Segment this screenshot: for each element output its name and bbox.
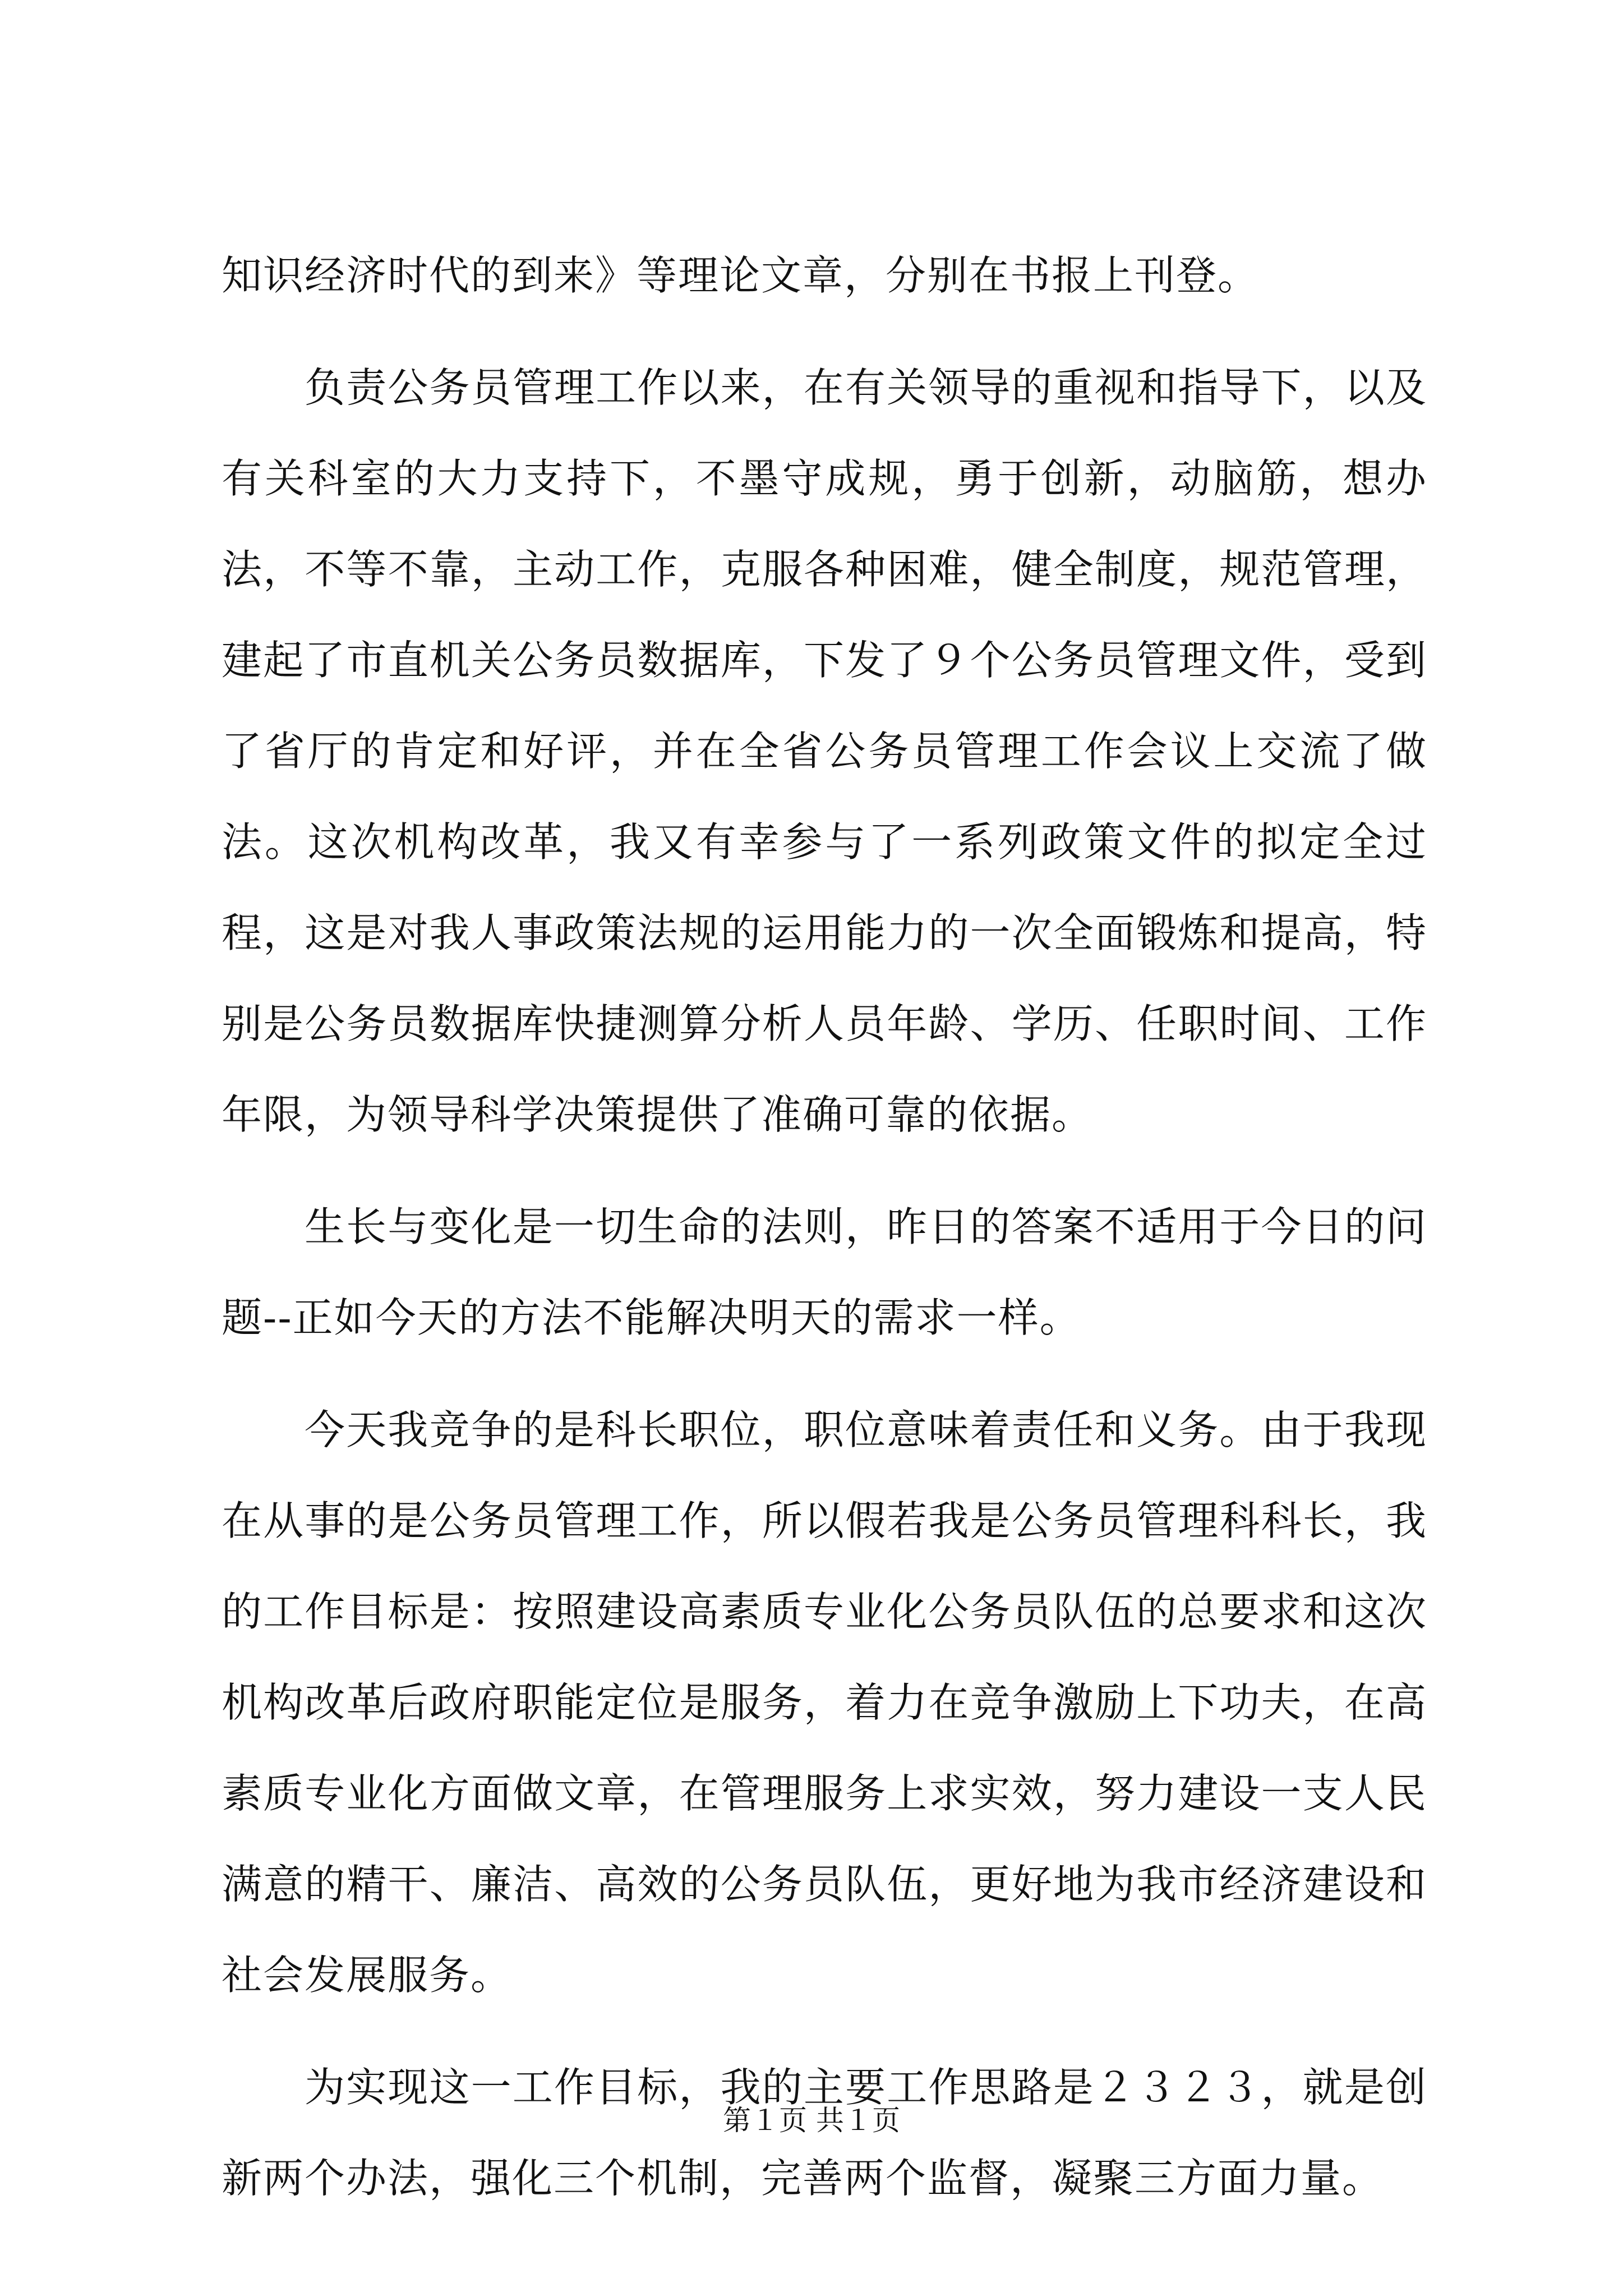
document-body [222,230,1427,2245]
paragraph-4: 今天我竞争的是科长职位，职位意味着责任和义务。由于我现在从事的是公务员管理工作，所以假若我是公务员管理科科长，我的工作目标是：按照建设高素质专业化公务员队伍的总要求和这次机构改革后政府职能定位是服务，着力在竞争激励上下功夫，在高素质专业化方面做文章，在管理服务上求实效，努力建设一支人民满意的精干、廉洁、高效的公务员队伍，更好地为我市经济建设和社会发展服务。 [222,1406,1427,1999]
paragraph-1: 知识经济时代的到来》等理论文章，分别在书报上刊登。 [222,252,1260,299]
paragraph-3: 生长与变化是一切生命的法则，昨日的答案不适用于今日的问题--正如今天的方法不能解决明天的需求一样。 [222,1203,1427,1341]
page-footer: 第１页 共１页 [723,2104,900,2137]
paragraph-2: 负责公务员管理工作以来，在有关领导的重视和指导下，以及有关科室的大力支持下，不墨守成规，勇于创新，动脑筋，想办法，不等不靠，主动工作，克服各种困难，健全制度，规范管理，建起了市直机关公务员数据库，下发了９个公务员管理文件，受到了省厅的肯定和好评，并在全省公务员管理工作会议上交流了做法。这次机构改革，我又有幸参与了一系列政策文件的拟定全过程，这是对我人事政策法规的运用能力的一次全面锻炼和提高，特别是公务员数据库快捷测算分析人员年龄、学历、任职时间、工作年限，为领导科学决策提供了准确可靠的依据。 [222,364,1427,1138]
paragraph-5: 为实现这一工作目标，我的主要工作思路是２３２３，就是创新两个办法，强化三个机制，完善两个监督，凝聚三方面力量。 [222,2064,1427,2202]
